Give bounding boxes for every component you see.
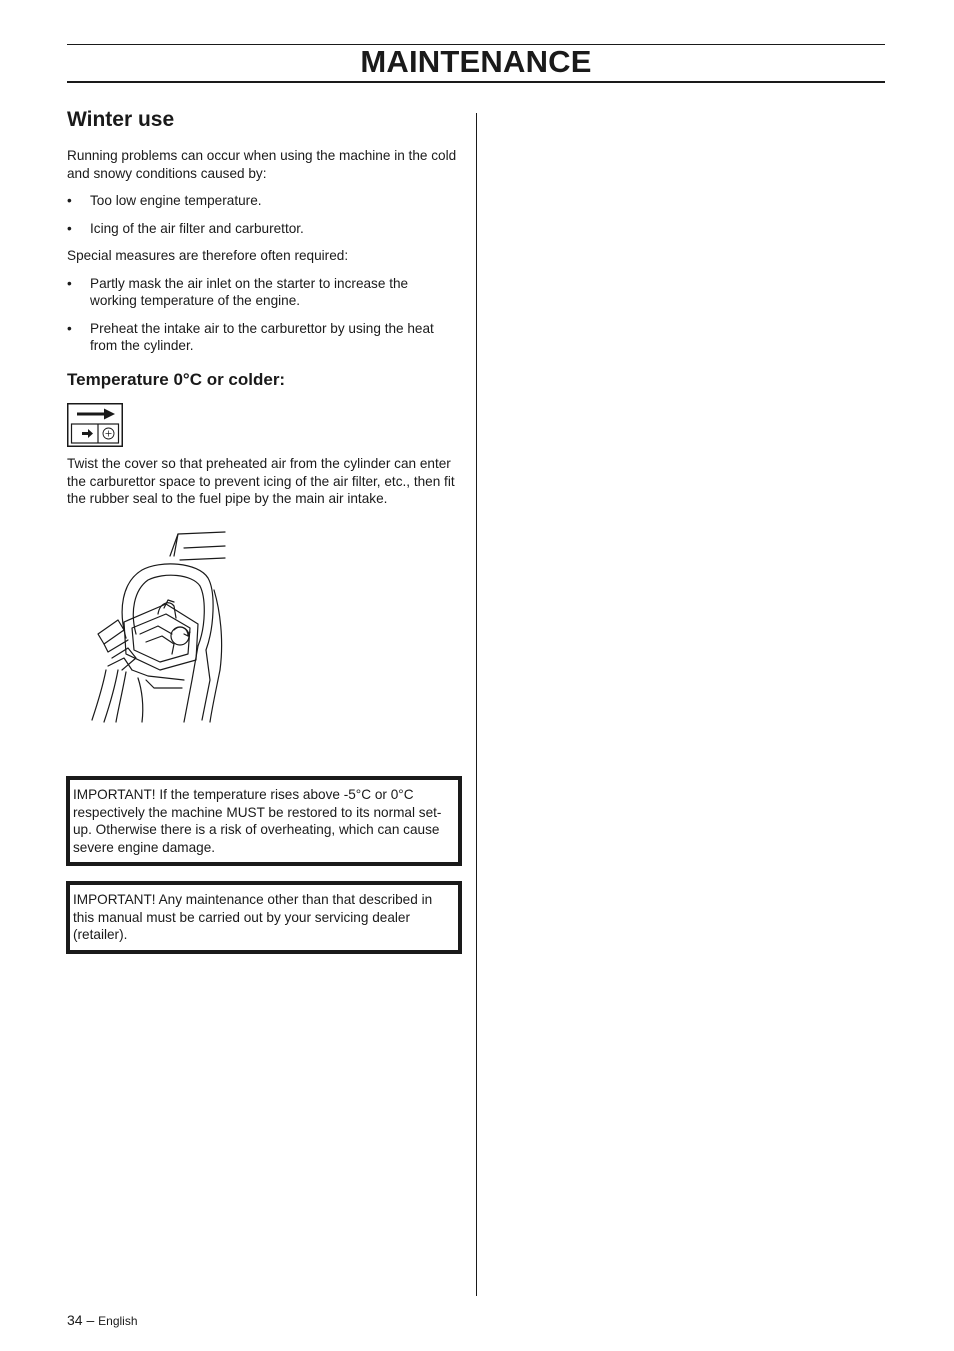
list-item: • Preheat the intake air to the carburettor by using the heat from the cylinder. [67,320,434,353]
winter-use-section [67,107,457,355]
temperature-body [67,455,457,508]
page-number: 34 – [67,1312,95,1328]
list-item: • Partly mask the air inlet on the starter to increase the working temperature of the engine. [67,275,409,308]
subsection-title: Temperature 0°C or colder: [67,370,286,389]
bullet-icon: • [67,193,72,208]
temperature-paragraph: Twist the cover so that preheated air from the cylinder can enter the carburettor space to prevent icing of the air filter, etc., then fit the rubber seal to the fuel pipe by the main air intake. [67,456,455,506]
section-title: Winter use [67,108,175,131]
chainsaw-cover-illustration [88,530,228,724]
intro-paragraph: Running problems can occur when using the machine in the cold and snowy conditions caused by: [67,148,457,181]
page-footer [67,1312,138,1328]
measures-intro: Special measures are therefore often required: [67,248,349,263]
winter-setting-icon [67,403,123,447]
column-divider [476,113,477,1296]
list-item: • Too low engine temperature. [67,193,262,208]
bullet-icon: • [67,275,72,291]
important-notice-temperature [66,776,462,866]
list-item: • Icing of the air filter and carburettor. [67,220,304,236]
important-notice-maintenance [66,881,462,954]
footer-language: English [98,1314,138,1328]
bullet-icon: • [67,320,72,336]
page-title: MAINTENANCE [360,44,592,79]
notice-text: IMPORTANT! Any maintenance other than that described in this manual must be carried out by your servicing dealer (retailer). [73,892,433,942]
temperature-section [67,369,457,391]
header-bottom-rule [67,81,885,83]
bullet-icon: • [67,220,72,236]
notice-text: IMPORTANT! If the temperature rises above -5°C or 0°C respectively the machine MUST be restored to its normal set-up. Otherwise there is a risk of overheating, which can cause severe engine damage. [73,787,442,855]
